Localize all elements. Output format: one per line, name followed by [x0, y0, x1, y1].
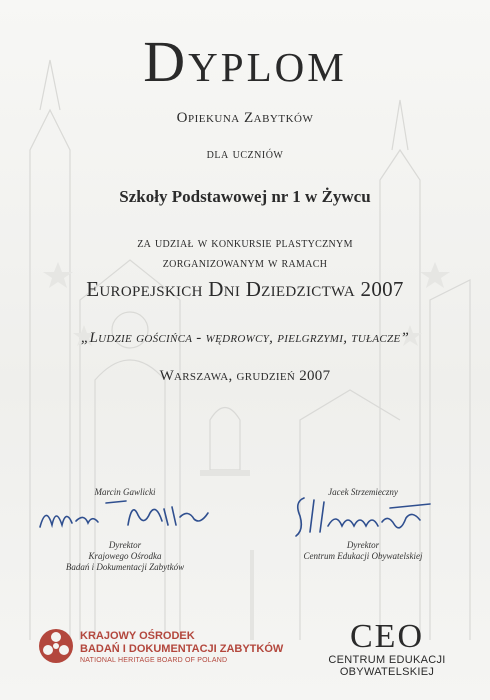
signatory-name-2: Jacek Strzemieczny [328, 487, 398, 497]
handwritten-signature-1 [36, 495, 216, 540]
kodb-wordmark [80, 630, 283, 666]
ceo-line-2: OBYWATELSKIEJ [339, 666, 435, 678]
signatory-role-2-line-2: Centrum Edukacji Obywatelskiej [303, 551, 423, 561]
event-motto: „Ludzie gościńca - wędrowcy, pielgrzymi, tułacze” [80, 330, 410, 346]
kodb-line-2: BADAŃ I DOKUMENTACJI ZABYTKÓW [80, 643, 284, 655]
signatory-name-1: Marcin Gawlicki [94, 487, 156, 497]
signatory-role-1-line-1: Dyrektor [108, 540, 142, 550]
recipient-school: Szkoły Podstawowej nr 1 w Żywcu [119, 187, 371, 206]
ceo-mark: CEO [350, 618, 424, 655]
kodb-logo [38, 626, 298, 676]
signatory-role-1-line-3: Badań i Dokumentacji Zabytków [65, 562, 185, 572]
handwritten-signature-2 [290, 492, 440, 540]
reason-line-1: za udział w konkursie plastycznym [137, 236, 353, 251]
event-name: Europejskich Dni Dziedzictwa 2007 [86, 277, 404, 301]
place-and-date: Warszawa, grudzień 2007 [159, 368, 331, 384]
signatory-role-1-line-2: Krajowego Ośrodka [88, 551, 162, 561]
ceo-logo [312, 620, 462, 680]
kodb-line-1: KRAJOWY OŚRODEK [80, 630, 195, 642]
diploma-subtitle: Opiekuna Zabytków [176, 110, 314, 126]
signatory-role-2-line-1: Dyrektor [346, 540, 380, 550]
ceo-line-1: CENTRUM EDUKACJI [328, 654, 446, 666]
reason-line-2: zorganizowanym w ramach [162, 256, 328, 271]
diploma-title: Dyplom [143, 29, 347, 94]
recipient-intro: dla uczniów [206, 147, 284, 162]
kodb-line-3: NATIONAL HERITAGE BOARD OF POLAND [80, 657, 228, 664]
kodb-emblem-icon [38, 628, 74, 664]
